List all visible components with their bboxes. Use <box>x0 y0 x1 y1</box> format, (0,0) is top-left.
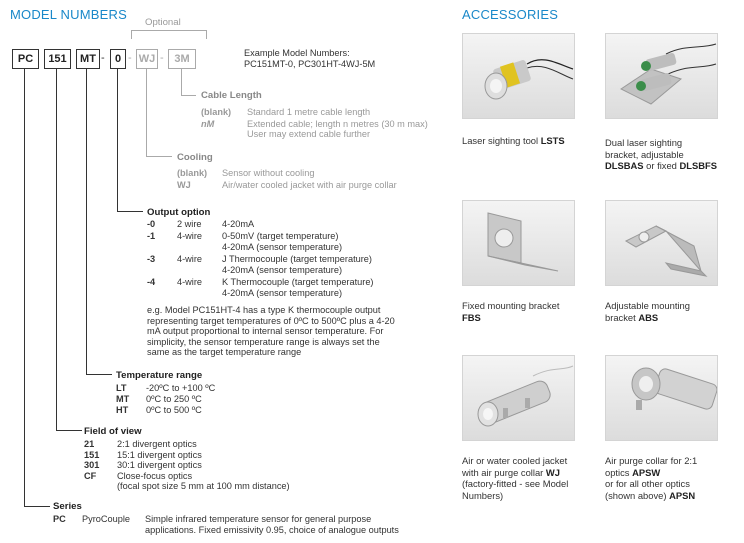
cooled-jacket-image <box>462 355 575 441</box>
cable-desc: User may extend cable further <box>247 129 371 139</box>
cable-desc: Extended cable; length n metres (30 m max) <box>247 119 428 129</box>
output-desc: 4-20mA (sensor temperature) <box>222 242 342 252</box>
series-connector-h <box>24 506 50 507</box>
output-option-heading: Output option <box>147 207 211 218</box>
temp-code: HT <box>116 405 129 415</box>
caption-fixed-bracket: Fixed mounting bracket FBS <box>462 300 560 323</box>
fixed-mounting-bracket-image <box>462 200 575 286</box>
output-note-line: simplicity, the sensor temperature range is always set the <box>147 336 380 347</box>
dual-laser-bracket-image <box>605 33 718 119</box>
code-box-cable: 3M <box>168 49 196 69</box>
output-connector-h <box>117 211 143 212</box>
temp-connector-h <box>86 374 112 375</box>
fov-desc: 2:1 divergent optics <box>117 439 197 449</box>
output-desc: 4-20mA <box>222 219 255 229</box>
series-desc: applications. Fixed emissivity 0.95, choice of analogue outputs <box>145 525 399 535</box>
cooling-desc: Air/water cooled jacket with air purge collar <box>222 180 397 190</box>
dash-3: - <box>160 52 164 64</box>
output-note-line: same as the target temperature range <box>147 347 302 357</box>
fov-desc: 30:1 divergent optics <box>117 460 202 470</box>
code-box-output: 0 <box>110 49 126 69</box>
cooling-connector-h <box>146 156 172 157</box>
series-name: PyroCouple <box>82 514 131 524</box>
dash-2: - <box>128 52 132 64</box>
caption-dual-laser: Dual laser sighting bracket, adjustable DLSBAS or fixed DLSBFS <box>605 137 717 171</box>
cooling-code: WJ <box>177 180 191 190</box>
cooling-code: (blank) <box>177 168 208 178</box>
model-numbers-title: MODEL NUMBERS <box>10 7 127 22</box>
cable-connector <box>181 69 182 96</box>
temp-code: MT <box>116 394 130 404</box>
adjustable-mounting-bracket-image <box>605 200 718 286</box>
output-wire: 4-wire <box>177 231 203 241</box>
caption-cooled-jacket: Air or water cooled jacket with air purge collar WJ (factory-fitted - see Model Numbers) <box>462 455 569 501</box>
output-desc: 4-20mA (sensor temperature) <box>222 265 342 275</box>
temp-connector <box>86 69 87 375</box>
accessories-title: ACCESSORIES <box>462 7 559 22</box>
series-code: PC <box>53 514 66 524</box>
output-code: -4 <box>147 277 156 287</box>
fov-code: 301 <box>84 460 100 470</box>
cooling-connector <box>146 69 147 157</box>
example-title: Example Model Numbers: <box>244 48 350 58</box>
cooling-desc: Sensor without cooling <box>222 168 315 178</box>
fov-desc: 15:1 divergent optics <box>117 450 202 460</box>
code-box-temp: MT <box>76 49 100 69</box>
code-box-fov: 151 <box>44 49 71 69</box>
caption-air-purge-collar: Air purge collar for 2:1 optics APSW or for all other optics (shown above) APSN <box>605 455 698 501</box>
example-values: PC151MT-0, PC301HT-4WJ-5M <box>244 59 376 69</box>
output-note-line: representing target temperatures of 0ºC to 500ºC plus a 4-20 <box>147 315 395 326</box>
fov-desc: Close-focus optics <box>117 471 193 481</box>
fov-code: CF <box>84 471 97 481</box>
series-heading: Series <box>53 501 82 512</box>
temp-code: LT <box>116 383 127 393</box>
optional-label: Optional <box>145 17 181 28</box>
optional-bracket <box>131 30 207 31</box>
temp-desc: 0ºC to 500 ºC <box>146 405 202 415</box>
output-wire: 2 wire <box>177 219 202 229</box>
fov-desc: (focal spot size 5 mm at 100 mm distance) <box>117 481 290 491</box>
output-desc: K Thermocouple (target temperature) <box>222 277 374 287</box>
output-connector <box>117 69 118 212</box>
output-desc: J Thermocouple (target temperature) <box>222 254 372 264</box>
fov-connector-h <box>56 430 82 431</box>
code-box-series: PC <box>12 49 39 69</box>
fov-code: 21 <box>84 439 95 449</box>
temp-desc: 0ºC to 250 ºC <box>146 394 202 404</box>
code-box-cooling: WJ <box>136 49 158 69</box>
caption-laser-sighting: Laser sighting tool LSTS <box>462 135 565 146</box>
fov-code: 151 <box>84 450 100 460</box>
series-connector <box>24 69 25 507</box>
cable-code: (blank) <box>201 107 232 117</box>
caption-adjustable-bracket: Adjustable mounting bracket ABS <box>605 300 690 323</box>
output-wire: 4-wire <box>177 277 203 287</box>
output-code: -1 <box>147 231 156 241</box>
cooling-heading: Cooling <box>177 152 213 163</box>
cable-code: nM <box>201 119 215 129</box>
output-note-line: mA output proportional to internal sensor temperature. For <box>147 326 384 336</box>
field-of-view-heading: Field of view <box>84 426 142 437</box>
optional-bracket-right <box>206 30 207 39</box>
temperature-range-heading: Temperature range <box>116 370 203 381</box>
output-note-line: e.g. Model PC151HT-4 has a type K thermocouple output <box>147 305 381 315</box>
series-desc: Simple infrared temperature sensor for general purpose <box>145 514 372 524</box>
output-code: -0 <box>147 219 156 229</box>
cable-desc: Standard 1 metre cable length <box>247 107 371 117</box>
output-desc: 0-50mV (target temperature) <box>222 231 339 241</box>
output-code: -3 <box>147 254 156 264</box>
dash-1: - <box>101 52 105 64</box>
cable-length-heading: Cable Length <box>201 90 262 101</box>
fov-connector <box>56 69 57 431</box>
laser-sighting-tool-image <box>462 33 575 119</box>
output-desc: 4-20mA (sensor temperature) <box>222 288 342 298</box>
air-purge-collar-image <box>605 355 718 441</box>
temp-desc: -20ºC to +100 ºC <box>146 383 216 393</box>
optional-bracket-left <box>131 30 132 39</box>
cable-connector-h <box>181 95 196 96</box>
output-wire: 4-wire <box>177 254 203 264</box>
